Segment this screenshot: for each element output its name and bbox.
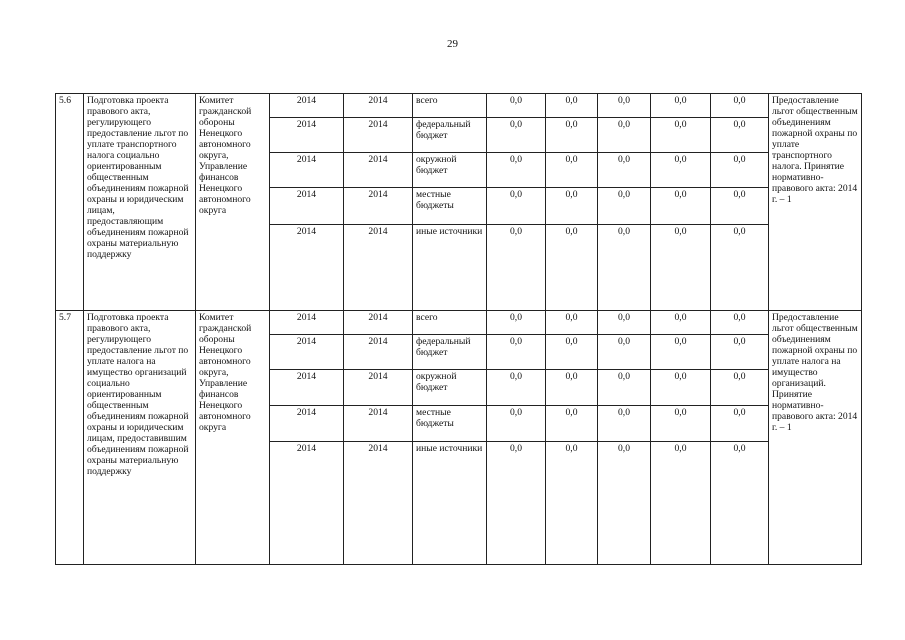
value-cell: 0,0 — [651, 406, 711, 442]
row-number: 5.6 — [56, 94, 84, 311]
end-year: 2014 — [344, 442, 413, 565]
value-cell: 0,0 — [487, 153, 546, 188]
value-cell: 0,0 — [487, 188, 546, 225]
end-year: 2014 — [344, 311, 413, 335]
value-cell: 0,0 — [651, 118, 711, 153]
value-cell: 0,0 — [651, 442, 711, 565]
value-cell: 0,0 — [546, 406, 598, 442]
activity-name: Подготовка проекта правового акта, регулирующего предоставление льгот по уплате транспортного налога социально ориентированным общественным объединениям пожарной охраны и юридическим лицам, предоставляющим объединениям пожарной охраны материальную поддержку — [84, 94, 196, 311]
value-cell: 0,0 — [711, 311, 769, 335]
value-cell: 0,0 — [598, 188, 651, 225]
value-cell: 0,0 — [711, 94, 769, 118]
value-cell: 0,0 — [651, 335, 711, 370]
value-cell: 0,0 — [487, 118, 546, 153]
value-cell: 0,0 — [546, 311, 598, 335]
value-cell: 0,0 — [711, 118, 769, 153]
end-year: 2014 — [344, 94, 413, 118]
value-cell: 0,0 — [598, 153, 651, 188]
value-cell: 0,0 — [487, 335, 546, 370]
funding-source: окружной бюджет — [413, 370, 487, 406]
start-year: 2014 — [270, 225, 344, 311]
program-table — [55, 93, 862, 565]
value-cell: 0,0 — [651, 94, 711, 118]
end-year: 2014 — [344, 406, 413, 442]
expected-result: Предоставление льгот общественным объединениям пожарной охраны по уплате транспортного налога. Принятие нормативно-правового акта: 2014 г. – 1 — [769, 94, 862, 311]
activity-name: Подготовка проекта правового акта, регулирующего предоставление льгот по уплате налога на имущество организаций социально ориентированным общественным объединениям пожарной охраны и юридическим лицам, предоставившим объединениям пожарной охраны материальную поддержку — [84, 311, 196, 565]
end-year: 2014 — [344, 188, 413, 225]
start-year: 2014 — [270, 442, 344, 565]
funding-source: всего — [413, 94, 487, 118]
value-cell: 0,0 — [598, 94, 651, 118]
start-year: 2014 — [270, 94, 344, 118]
funding-source: местные бюджеты — [413, 406, 487, 442]
value-cell: 0,0 — [546, 225, 598, 311]
value-cell: 0,0 — [487, 94, 546, 118]
end-year: 2014 — [344, 370, 413, 406]
funding-source: федеральный бюджет — [413, 335, 487, 370]
value-cell: 0,0 — [598, 311, 651, 335]
value-cell: 0,0 — [546, 188, 598, 225]
table-row — [56, 94, 862, 118]
value-cell: 0,0 — [711, 153, 769, 188]
start-year: 2014 — [270, 153, 344, 188]
page-number: 29 — [447, 38, 458, 50]
funding-source: федеральный бюджет — [413, 118, 487, 153]
executor: Комитет гражданской обороны Ненецкого автономного округа, Управление финансов Ненецкого автономного округа — [196, 311, 270, 565]
funding-source: окружной бюджет — [413, 153, 487, 188]
funding-source: иные источники — [413, 442, 487, 565]
end-year: 2014 — [344, 118, 413, 153]
funding-source: иные источники — [413, 225, 487, 311]
value-cell: 0,0 — [487, 225, 546, 311]
end-year: 2014 — [344, 335, 413, 370]
value-cell: 0,0 — [711, 406, 769, 442]
value-cell: 0,0 — [546, 370, 598, 406]
value-cell: 0,0 — [546, 94, 598, 118]
funding-source: всего — [413, 311, 487, 335]
value-cell: 0,0 — [598, 118, 651, 153]
value-cell: 0,0 — [487, 406, 546, 442]
value-cell: 0,0 — [487, 370, 546, 406]
table-row — [56, 311, 862, 335]
row-number: 5.7 — [56, 311, 84, 565]
end-year: 2014 — [344, 225, 413, 311]
value-cell: 0,0 — [711, 225, 769, 311]
value-cell: 0,0 — [546, 335, 598, 370]
value-cell: 0,0 — [546, 442, 598, 565]
executor: Комитет гражданской обороны Ненецкого автономного округа, Управление финансов Ненецкого автономного округа — [196, 94, 270, 311]
value-cell: 0,0 — [651, 225, 711, 311]
value-cell: 0,0 — [651, 370, 711, 406]
value-cell: 0,0 — [651, 188, 711, 225]
value-cell: 0,0 — [598, 225, 651, 311]
value-cell: 0,0 — [598, 370, 651, 406]
value-cell: 0,0 — [651, 311, 711, 335]
value-cell: 0,0 — [598, 442, 651, 565]
value-cell: 0,0 — [711, 370, 769, 406]
value-cell: 0,0 — [711, 188, 769, 225]
value-cell: 0,0 — [487, 442, 546, 565]
start-year: 2014 — [270, 118, 344, 153]
value-cell: 0,0 — [546, 118, 598, 153]
start-year: 2014 — [270, 311, 344, 335]
expected-result: Предоставление льгот общественным объединениям пожарной охраны по уплате налога на имущество организаций. Принятие нормативно-правового акта: 2014 г. – 1 — [769, 311, 862, 565]
value-cell: 0,0 — [546, 153, 598, 188]
value-cell: 0,0 — [651, 153, 711, 188]
funding-source: местные бюджеты — [413, 188, 487, 225]
value-cell: 0,0 — [598, 406, 651, 442]
start-year: 2014 — [270, 188, 344, 225]
value-cell: 0,0 — [711, 335, 769, 370]
value-cell: 0,0 — [487, 311, 546, 335]
start-year: 2014 — [270, 370, 344, 406]
start-year: 2014 — [270, 335, 344, 370]
start-year: 2014 — [270, 406, 344, 442]
end-year: 2014 — [344, 153, 413, 188]
value-cell: 0,0 — [598, 335, 651, 370]
value-cell: 0,0 — [711, 442, 769, 565]
